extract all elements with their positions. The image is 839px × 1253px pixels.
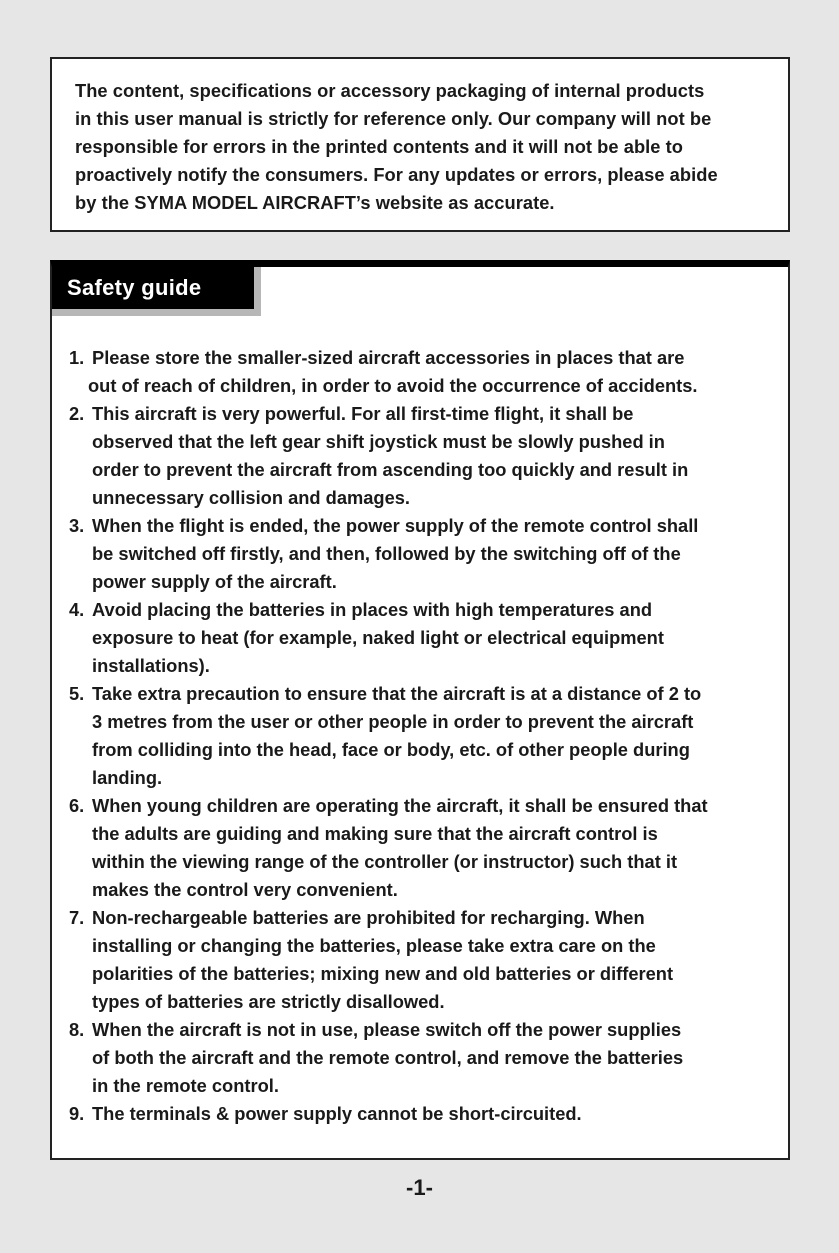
item-line: This aircraft is very powerful. For all first-time flight, it shall be bbox=[92, 403, 634, 424]
item-number: 6. bbox=[69, 795, 85, 816]
item-line: landing. bbox=[92, 767, 163, 788]
safety-item bbox=[52, 1100, 708, 1128]
item-line: of both the aircraft and the remote control, and remove the batteries bbox=[92, 1047, 684, 1068]
safety-item bbox=[52, 1016, 708, 1100]
disclaimer-line: in this user manual is strictly for reference only. Our company will not be bbox=[75, 108, 712, 129]
section-title: Safety guide bbox=[67, 275, 202, 300]
item-line: be switched off firstly, and then, followed by the switching off of the bbox=[92, 543, 681, 564]
item-line: makes the control very convenient. bbox=[92, 879, 398, 900]
disclaimer-text bbox=[75, 77, 776, 217]
item-line: types of batteries are strictly disallowed. bbox=[92, 991, 445, 1012]
disclaimer-box bbox=[50, 57, 790, 232]
safety-list bbox=[52, 344, 708, 1128]
safety-item bbox=[52, 344, 708, 400]
item-line: exposure to heat (for example, naked light or electrical equipment bbox=[92, 627, 664, 648]
safety-item bbox=[52, 904, 708, 1016]
item-line: When young children are operating the aircraft, it shall be ensured that bbox=[92, 795, 708, 816]
item-line: from colliding into the head, face or body, etc. of other people during bbox=[92, 739, 690, 760]
safety-item bbox=[52, 596, 708, 680]
item-line: Avoid placing the batteries in places with high temperatures and bbox=[92, 599, 653, 620]
disclaimer-line: The content, specifications or accessory packaging of internal products bbox=[75, 80, 705, 101]
page-number: -1- bbox=[406, 1175, 433, 1200]
item-line: When the aircraft is not in use, please switch off the power supplies bbox=[92, 1019, 682, 1040]
item-line: Please store the smaller-sized aircraft accessories in places that are bbox=[92, 347, 685, 368]
item-line: Take extra precaution to ensure that the aircraft is at a distance of 2 to bbox=[92, 683, 702, 704]
item-line: When the flight is ended, the power supply of the remote control shall bbox=[92, 515, 699, 536]
item-line: The terminals & power supply cannot be short-circuited. bbox=[92, 1103, 582, 1124]
item-number: 8. bbox=[69, 1019, 85, 1040]
item-line: installations). bbox=[92, 655, 210, 676]
section-tab bbox=[52, 267, 254, 309]
item-line: the adults are guiding and making sure that the aircraft control is bbox=[92, 823, 658, 844]
item-line: observed that the left gear shift joystick must be slowly pushed in bbox=[92, 431, 665, 452]
disclaimer-line: by the SYMA MODEL AIRCRAFT’s website as accurate. bbox=[75, 192, 555, 213]
item-line: polarities of the batteries; mixing new and old batteries or different bbox=[92, 963, 674, 984]
item-line: power supply of the aircraft. bbox=[92, 571, 337, 592]
safety-item bbox=[52, 512, 708, 596]
item-number: 3. bbox=[69, 515, 85, 536]
item-line: in the remote control. bbox=[92, 1075, 279, 1096]
item-line: Non-rechargeable batteries are prohibited for recharging. When bbox=[92, 907, 645, 928]
item-line: 3 metres from the user or other people in order to prevent the aircraft bbox=[92, 711, 694, 732]
item-number: 2. bbox=[69, 403, 85, 424]
item-line: order to prevent the aircraft from ascending too quickly and result in bbox=[92, 459, 689, 480]
disclaimer-line: responsible for errors in the printed contents and it will not be able to bbox=[75, 136, 684, 157]
safety-item bbox=[52, 680, 708, 792]
safety-item bbox=[52, 400, 708, 512]
disclaimer-line: proactively notify the consumers. For any updates or errors, please abide bbox=[75, 164, 718, 185]
item-number: 7. bbox=[69, 907, 85, 928]
item-line: installing or changing the batteries, please take extra care on the bbox=[92, 935, 656, 956]
item-line: within the viewing range of the controller (or instructor) such that it bbox=[92, 851, 678, 872]
item-number: 9. bbox=[69, 1103, 85, 1124]
safety-item bbox=[52, 792, 708, 904]
item-number: 5. bbox=[69, 683, 85, 704]
item-line: unnecessary collision and damages. bbox=[92, 487, 411, 508]
item-number: 1. bbox=[69, 347, 85, 368]
safety-guide-box bbox=[50, 260, 790, 1160]
item-line: out of reach of children, in order to avoid the occurrence of accidents. bbox=[88, 375, 698, 396]
item-number: 4. bbox=[69, 599, 85, 620]
